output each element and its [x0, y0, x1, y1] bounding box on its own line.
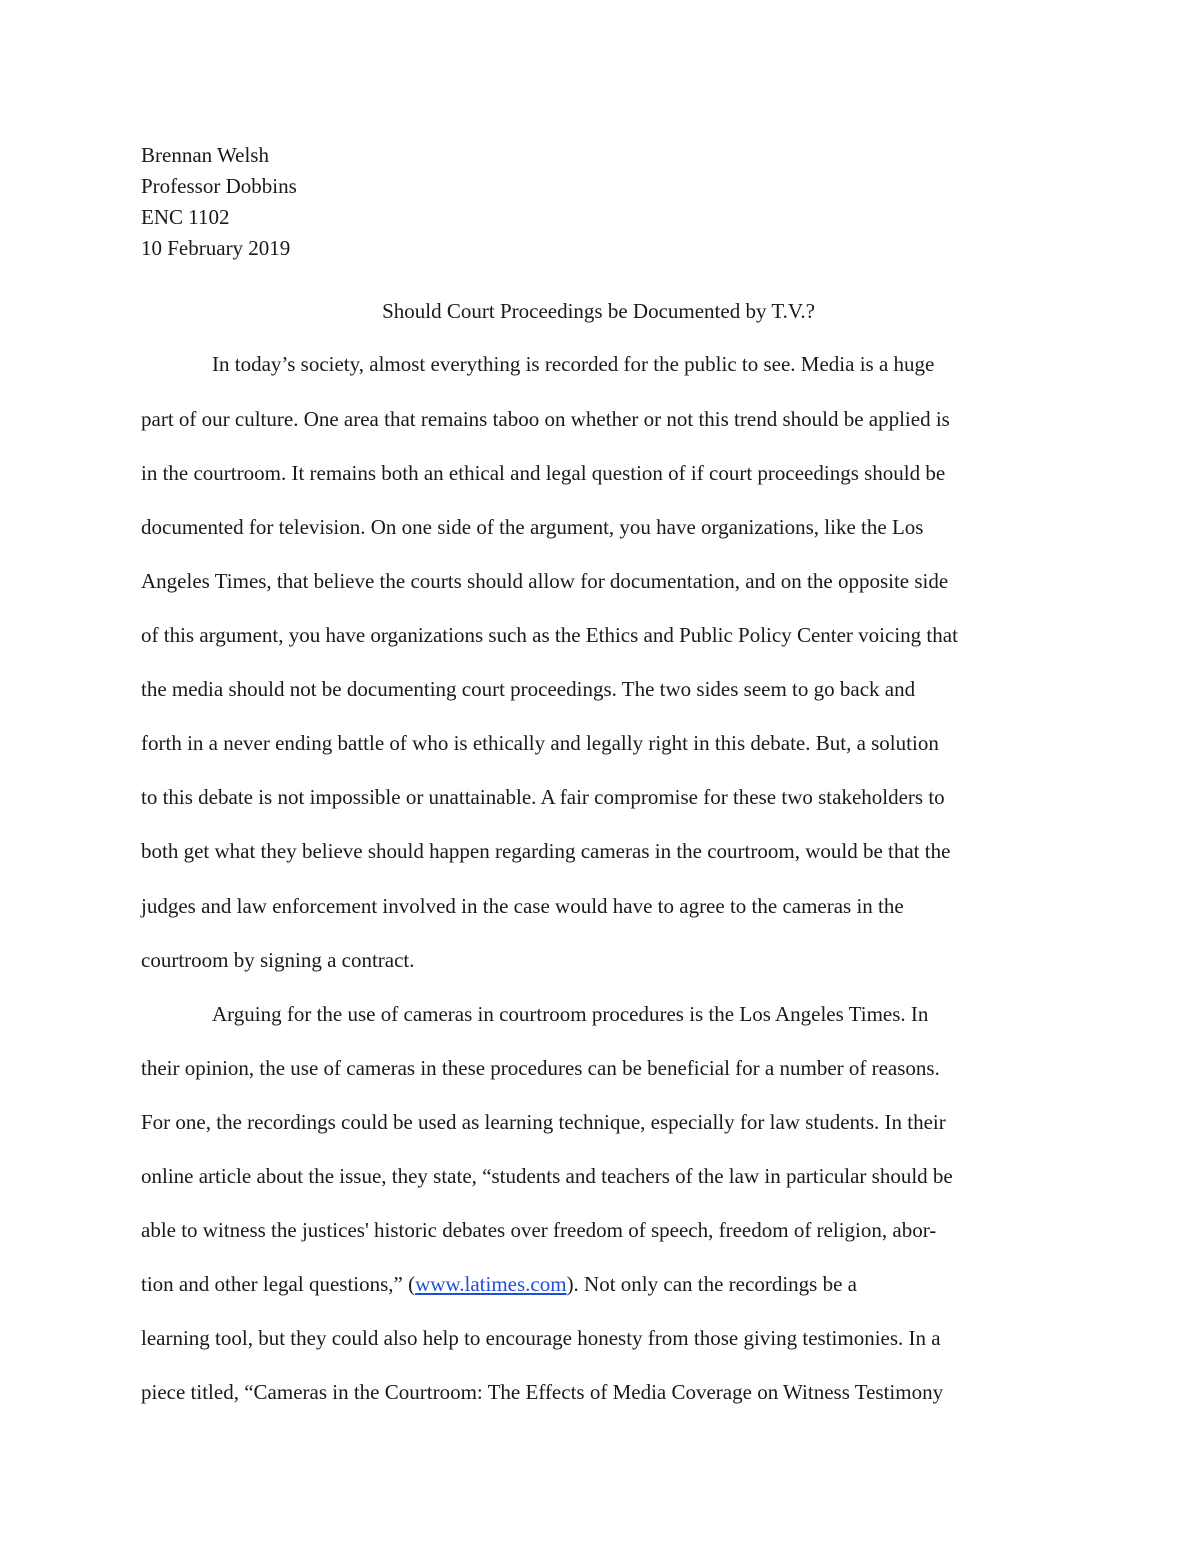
body-line: documented for television. On one side of the argument, you have organizations, like the Los	[141, 515, 924, 539]
essay-title: Should Court Proceedings be Documented by T.V.?	[382, 299, 815, 323]
body-line-with-link	[141, 1269, 857, 1300]
body-line: part of our culture. One area that remains taboo on whether or not this trend should be applied is	[141, 407, 950, 431]
body-line: Angeles Times, that believe the courts should allow for documentation, and on the opposite side	[141, 569, 949, 593]
body-line: able to witness the justices' historic debates over freedom of speech, freedom of religion, abor-	[141, 1218, 937, 1242]
author-name: Brennan Welsh	[141, 143, 269, 167]
body-line: For one, the recordings could be used as learning technique, especially for law students. In their	[141, 1110, 946, 1134]
body-line: to this debate is not impossible or unattainable. A fair compromise for these two stakeholders to	[141, 785, 945, 809]
body-line: In today’s society, almost everything is recorded for the public to see. Media is a huge	[212, 352, 935, 376]
latimes-link[interactable]: www.latimes.com	[415, 1272, 567, 1296]
mla-heading	[141, 140, 297, 264]
body-line: of this argument, you have organizations such as the Ethics and Public Policy Center voicing that	[141, 623, 958, 647]
body-line: Arguing for the use of cameras in courtroom procedures is the Los Angeles Times. In	[212, 1002, 929, 1026]
body-line: forth in a never ending battle of who is ethically and legally right in this debate. But, a solution	[141, 731, 939, 755]
body-line: learning tool, but they could also help to encourage honesty from those giving testimonies. In a	[141, 1326, 941, 1350]
professor-name: Professor Dobbins	[141, 174, 297, 198]
body-line: their opinion, the use of cameras in these procedures can be beneficial for a number of reasons.	[141, 1056, 940, 1080]
body-line: both get what they believe should happen regarding cameras in the courtroom, would be that the	[141, 839, 951, 863]
essay-date: 10 February 2019	[141, 236, 291, 260]
body-line: in the courtroom. It remains both an ethical and legal question of if court proceedings should be	[141, 461, 946, 485]
link-line-prefix: tion and other legal questions,” (	[141, 1272, 416, 1296]
body-line: courtroom by signing a contract.	[141, 948, 415, 972]
body-line: judges and law enforcement involved in the case would have to agree to the cameras in the	[141, 894, 904, 918]
body-line: piece titled, “Cameras in the Courtroom: The Effects of Media Coverage on Witness Testimony	[141, 1380, 944, 1404]
body-line: the media should not be documenting court proceedings. The two sides seem to go back and	[141, 677, 916, 701]
course-code: ENC 1102	[141, 205, 230, 229]
body-line: online article about the issue, they state, “students and teachers of the law in particular should be	[141, 1164, 953, 1188]
link-line-suffix: ). Not only can the recordings be a	[566, 1272, 857, 1296]
